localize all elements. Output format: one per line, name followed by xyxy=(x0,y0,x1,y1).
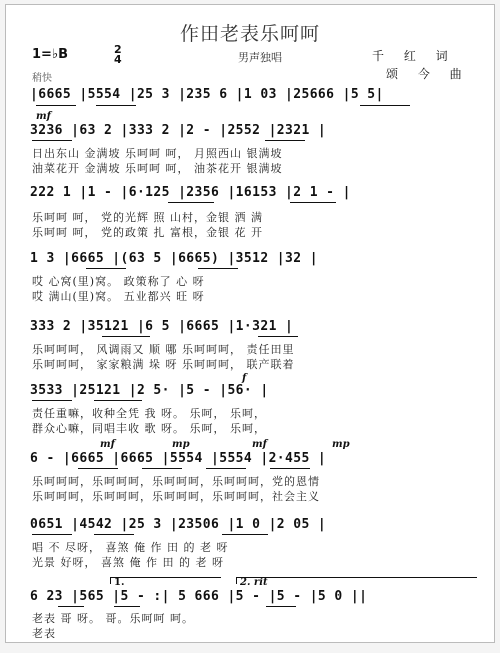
notes-line: 6 - |6665 |6665 |5554 |5554 |2·455 | xyxy=(30,451,327,466)
dynamic-mark: mf xyxy=(252,439,267,450)
beam-line xyxy=(32,140,72,141)
volta-bracket-1 xyxy=(110,577,221,584)
lyrics-verse-2: 老表 xyxy=(32,627,56,640)
notes-line: 3236 |63 2 |333 2 |2 - |2552 |2321 | xyxy=(30,123,327,138)
score-system-6 xyxy=(30,373,480,435)
lyrics-verse-2: 乐呵呵呵，乐呵呵呵，乐呵呵呵，乐呵呵呵，社会主义 xyxy=(32,490,320,503)
score-system-8 xyxy=(30,513,480,569)
beam-line xyxy=(265,140,305,141)
lyrics-verse-1: 唱 不 尽呀， 喜煞 俺 作 田 的 老 呀 xyxy=(32,541,229,554)
score-system-9 xyxy=(30,575,480,640)
beam-line xyxy=(32,534,72,535)
lyrics-verse-1: 日出东山 金满坡 乐呵呵 呵， 月照西山 银满坡 xyxy=(32,147,283,160)
lyricist-credit: 千 红 词 xyxy=(372,49,456,63)
meter-top: 2 xyxy=(114,43,122,56)
beam-line xyxy=(290,202,336,203)
beam-line xyxy=(360,105,410,106)
score-system-4 xyxy=(30,247,480,305)
volta-label-1: 1. xyxy=(114,577,125,588)
beam-line xyxy=(94,534,134,535)
notes-line: 1 3 |6665 |(63 5 |6665) |3512 |32 | xyxy=(30,251,318,266)
notes-line: 222 1 |1 - |6·125 |2356 |16153 |2 1 - | xyxy=(30,185,351,200)
performance-type: 男声独唱 xyxy=(238,51,282,64)
meter-bottom: 4 xyxy=(114,53,122,66)
lyrics-verse-1: 责任重嘛，收种全凭 我 呀。 乐呵， 乐呵， xyxy=(32,407,266,420)
lyrics-verse-2: 油菜花开 金满坡 乐呵呵 呵， 油茶花开 银满坡 xyxy=(32,162,283,175)
lyrics-verse-2: 哎 满山(里)窝。 五业都兴 旺 呀 xyxy=(32,290,205,303)
lyrics-verse-1: 乐呵呵 呵， 党的光辉 照 山村，金银 洒 满 xyxy=(32,211,263,224)
beam-line xyxy=(78,468,118,469)
dynamic-mark: mf xyxy=(36,111,51,122)
lyrics-verse-2: 乐呵呵呵， 家家粮满 垛 呀 乐呵呵呵， 联产联着 xyxy=(32,358,295,371)
beam-line xyxy=(58,606,84,607)
beam-line xyxy=(266,606,296,607)
lyrics-verse-2: 乐呵呵 呵， 党的政策 扎 富根，金银 花 开 xyxy=(32,226,263,239)
lyrics-verse-1: 乐呵呵呵，乐呵呵呵，乐呵呵呵，乐呵呵呵，党的恩情 xyxy=(32,475,320,488)
beam-line xyxy=(258,336,298,337)
beam-line xyxy=(94,400,142,401)
tempo-marking: 稍快 xyxy=(32,73,52,84)
beam-line xyxy=(102,336,150,337)
notes-line: 0651 |4542 |25 3 |23506 |1 0 |2 05 | xyxy=(30,517,327,532)
lyrics-verse-2: 群众心嘛，同唱丰收 歌 呀。 乐呵， 乐呵， xyxy=(32,422,266,435)
beam-line xyxy=(114,606,140,607)
dynamic-mark: f xyxy=(242,373,247,384)
score-page xyxy=(5,4,495,643)
beam-line xyxy=(86,268,126,269)
beam-line xyxy=(270,468,310,469)
notes-line: |6665 |5554 |25 3 |235 6 |1 03 |25666 |5 5| xyxy=(30,87,384,102)
beam-line xyxy=(168,202,214,203)
key-signature: 1=♭B xyxy=(32,47,68,62)
score-system-5 xyxy=(30,313,480,369)
score-system-3 xyxy=(30,181,480,237)
score-system-2 xyxy=(30,111,480,175)
song-title: 作田老表乐呵呵 xyxy=(179,23,320,45)
beam-line xyxy=(198,268,238,269)
volta-label-2: 2. rit xyxy=(240,577,268,588)
lyrics-verse-1: 老表 哥 呀。 哥。乐呵呵 呵。 xyxy=(32,612,194,625)
score-system-7 xyxy=(30,439,480,503)
score-system-1 xyxy=(30,85,480,107)
composer-credit: 颂 今 曲 xyxy=(386,67,470,81)
beam-line xyxy=(206,468,246,469)
notes-line: 3533 |25121 |2 5· |5 - |56· | xyxy=(30,383,269,398)
time-signature xyxy=(114,45,122,65)
beam-line xyxy=(32,400,72,401)
dynamic-mark: mf xyxy=(100,439,115,450)
volta-bracket-2 xyxy=(236,577,477,584)
beam-line xyxy=(96,105,136,106)
lyrics-verse-2: 光景 好呀， 喜煞 俺 作 田 的 老 呀 xyxy=(32,556,224,569)
dynamic-mark: mp xyxy=(332,439,350,450)
lyrics-verse-1: 哎 心窝(里)窝。 政策称了 心 呀 xyxy=(32,275,205,288)
beam-line xyxy=(142,468,182,469)
beam-line xyxy=(222,534,268,535)
notes-line: 6 23 |565 |5 - :| 5 666 |5 - |5 - |5 0 || xyxy=(30,589,368,604)
beam-line xyxy=(36,105,76,106)
dynamic-mark: mp xyxy=(172,439,190,450)
notes-line: 333 2 |35121 |6 5 |6665 |1·321 | xyxy=(30,319,294,334)
lyrics-verse-1: 乐呵呵呵， 风调雨又 顺 哪 乐呵呵呵， 责任田里 xyxy=(32,343,295,356)
